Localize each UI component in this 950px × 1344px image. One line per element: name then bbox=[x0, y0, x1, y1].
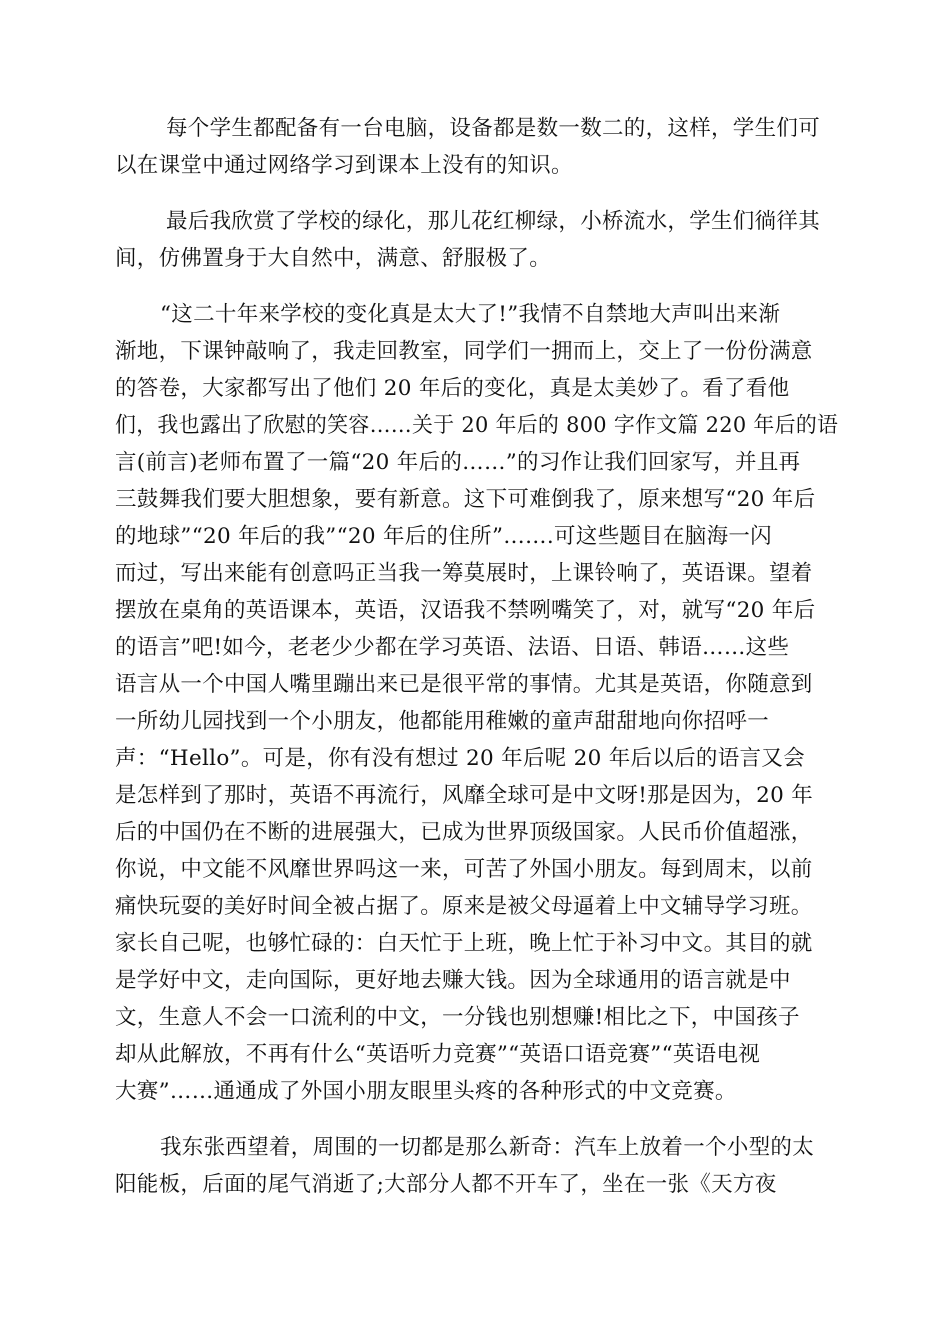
paragraph-3-line-13: 声：“Hello”。可是，你有没有想过 20 年后呢 20 年后以后的语言又会 bbox=[115, 746, 805, 771]
paragraph-3-line-8: 而过，写出来能有创意吗正当我一筹莫展时，上课铃响了，英语课。望着 bbox=[115, 561, 813, 586]
paragraph-3-line-14: 是怎样到了那时，英语不再流行，风靡全球可是中文呀!那是因为，20 年 bbox=[115, 783, 814, 808]
paragraph-1-line-2: 以在课堂中通过网络学习到课本上没有的知识。 bbox=[115, 153, 573, 178]
paragraph-3-line-20: 文，生意人不会一口流利的中文，一分钱也别想赚!相比之下，中国孩子 bbox=[115, 1005, 800, 1030]
paragraph-3-line-4: 们，我也露出了欣慰的笑容……关于 20 年后的 800 字作文篇 220 年后的语 bbox=[115, 413, 839, 438]
paragraph-3-line-19: 是学好中文，走向国际，更好地去赚大钱。因为全球通用的语言就是中 bbox=[115, 968, 791, 993]
paragraph-3-line-6: 三鼓舞我们要大胆想象，要有新意。这下可难倒我了，原来想写“20 年后 bbox=[115, 487, 816, 512]
paragraph-4-line-2: 阳能板，后面的尾气消逝了;大部分人都不开车了，坐在一张《天方夜 bbox=[115, 1172, 777, 1197]
paragraph-3-line-17: 痛快玩耍的美好时间全被占据了。原来是被父母逼着上中文辅导学习班。 bbox=[115, 894, 813, 919]
paragraph-3-line-21: 却从此解放，不再有什么“英语听力竞赛”“英语口语竞赛”“英语电视 bbox=[115, 1042, 761, 1067]
paragraph-3-line-15: 后的中国仍在不断的进展强大，已成为世界顶级国家。人民币价值超涨， bbox=[115, 820, 813, 845]
paragraph-3-line-3: 的答卷，大家都写出了他们 20 年后的变化，真是太美妙了。看了看他 bbox=[115, 376, 790, 401]
paragraph-2-line-1: 最后我欣赏了学校的绿化，那儿花红柳绿，小桥流水，学生们徜徉其 bbox=[166, 209, 821, 234]
paragraph-3-line-11: 语言从一个中国人嘴里蹦出来已是很平常的事情。尤其是英语，你随意到 bbox=[115, 672, 813, 697]
paragraph-4-line-1: 我东张西望着，周围的一切都是那么新奇：汽车上放着一个小型的太 bbox=[160, 1135, 815, 1160]
paragraph-3-line-5: 言(前言)老师布置了一篇“20 年后的……”的习作让我们回家写，并且再 bbox=[115, 450, 801, 475]
paragraph-2-line-2: 间，仿佛置身于大自然中，满意、舒服极了。 bbox=[115, 246, 552, 271]
paragraph-3-line-9: 摆放在桌角的英语课本，英语，汉语我不禁咧嘴笑了，对，就写“20 年后 bbox=[115, 598, 816, 623]
paragraph-1-line-1: 每个学生都配备有一台电脑，设备都是数一数二的，这样，学生们可 bbox=[166, 116, 821, 141]
paragraph-3-line-10: 的语言”吧!如今，老老少少都在学习英语、法语、日语、韩语……这些 bbox=[115, 635, 790, 660]
paragraph-3-line-22: 大赛”……通通成了外国小朋友眼里头疼的各种形式的中文竞赛。 bbox=[115, 1079, 737, 1104]
paragraph-3-line-2: 渐地，下课钟敲响了，我走回教室，同学们一拥而上，交上了一份份满意 bbox=[115, 339, 813, 364]
paragraph-3-line-16: 你说，中文能不风靡世界吗这一来，可苦了外国小朋友。每到周末，以前 bbox=[115, 857, 813, 882]
paragraph-3-line-18: 家长自己呢，也够忙碌的：白天忙于上班，晚上忙于补习中文。其目的就 bbox=[115, 931, 813, 956]
paragraph-3-line-1: “这二十年来学校的变化真是太大了!”我情不自禁地大声叫出来渐 bbox=[160, 302, 781, 327]
paragraph-3-line-12: 一所幼儿园找到一个小朋友，他都能用稚嫩的童声甜甜地向你招呼一 bbox=[115, 709, 770, 734]
paragraph-3-line-7: 的地球”“20 年后的我”“20 年后的住所”…….可这些题目在脑海一闪 bbox=[115, 524, 772, 549]
